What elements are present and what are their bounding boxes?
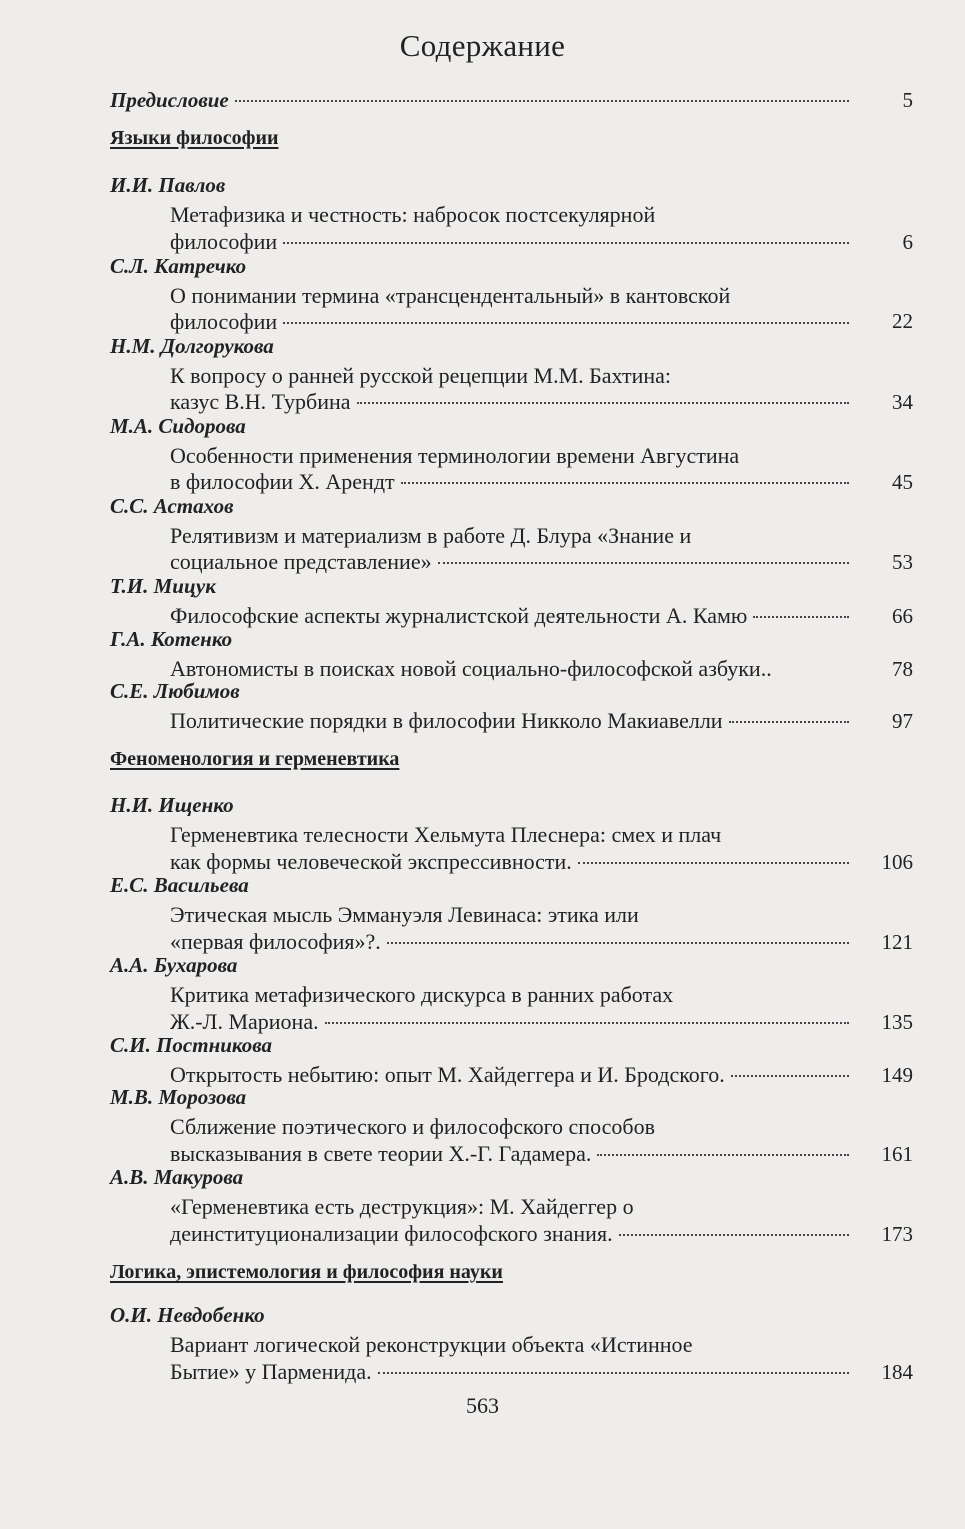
author-name: С.Л. Катречко <box>110 254 247 278</box>
entry-title-line <box>170 363 671 389</box>
author-name: М.В. Морозова <box>110 1085 247 1109</box>
entry-title-line <box>170 902 639 928</box>
dot-leader <box>729 721 849 723</box>
dot-leader <box>619 1234 849 1236</box>
page-number: 78 <box>892 657 913 681</box>
entry-title-text: Философские аспекты журналистской деятельности А. Камю <box>170 603 748 628</box>
page-number: 66 <box>892 604 913 628</box>
entry-title-text: казус В.Н. Турбина <box>170 389 351 414</box>
author-name: Н.М. Долгорукова <box>110 334 274 358</box>
page-number: 5 <box>902 88 913 112</box>
page-number: 53 <box>892 550 913 574</box>
entry-title-text: как формы человеческой экспрессивности. <box>170 849 572 874</box>
entry-title-text: «Герменевтика есть деструкция»: М. Хайдеггер о <box>170 1194 634 1219</box>
page-number: 184 <box>881 1360 913 1384</box>
entry-title-text: «первая философия»?. <box>170 929 381 954</box>
author-name: Т.И. Мицук <box>110 574 216 598</box>
author-name: М.А. Сидорова <box>110 414 246 438</box>
entry-title-text: Релятивизм и материализм в работе Д. Блура «Знание и <box>170 523 692 548</box>
dot-leader <box>578 862 849 864</box>
preface-label: Предисловие <box>110 88 229 112</box>
author-name: А.А. Бухарова <box>110 953 238 977</box>
section-heading: Логика, эпистемология и философия науки <box>110 1261 503 1283</box>
entry-title-text: Сближение поэтического и философского способов <box>170 1114 655 1139</box>
entry-title-text: деинституционализации философского знания. <box>170 1221 613 1246</box>
entry-title-line <box>170 822 721 848</box>
page-number: 22 <box>892 309 913 333</box>
dot-leader <box>378 1372 849 1374</box>
author-name: И.И. Павлов <box>110 173 226 197</box>
entry-title-text: Бытие» у Парменида. <box>170 1359 372 1384</box>
dot-leader <box>235 100 849 102</box>
page-number: 6 <box>902 230 913 254</box>
entry-title-text: Политические порядки в философии Никколо Макиавелли <box>170 708 723 733</box>
page-number: 149 <box>881 1063 913 1087</box>
entry-title-text: Автономисты в поисках новой социально-философской азбуки.. <box>170 656 772 681</box>
toc-entry-preface[interactable] <box>0 88 965 114</box>
dot-leader <box>731 1075 849 1077</box>
dot-leader <box>597 1154 849 1156</box>
page-number: 34 <box>892 390 913 414</box>
entry-title-line <box>170 523 691 549</box>
entry-title-text: философии <box>170 229 278 254</box>
author-name: Е.С. Васильева <box>110 873 249 897</box>
page-number: 121 <box>881 930 913 954</box>
entry-title-text: О понимании термина «трансцендентальный» в кантовской <box>170 283 731 308</box>
entry-title-text: Ж.-Л. Мариона. <box>170 1009 319 1034</box>
author-name: Г.А. Котенко <box>110 627 233 651</box>
entry-title-line <box>170 283 855 309</box>
dot-leader <box>387 942 849 944</box>
dot-leader <box>438 562 849 564</box>
entry-title-text: Герменевтика телесности Хельмута Плеснера: смех и плач <box>170 822 722 847</box>
author-name: О.И. Невдобенко <box>110 1303 265 1327</box>
page-number: 106 <box>881 850 913 874</box>
entry-title-text: высказывания в свете теории Х.-Г. Гадамера. <box>170 1141 592 1166</box>
page-number: 161 <box>881 1142 913 1166</box>
entry-title-line <box>170 202 855 228</box>
entry-title-text: социальное представление» <box>170 549 432 574</box>
entry-title-text: Вариант логической реконструкции объекта «Истинное <box>170 1332 693 1357</box>
entry-title-line <box>170 443 739 469</box>
entry-title-text: в философии Х. Арендт <box>170 469 395 494</box>
entry-title-line <box>170 1114 655 1140</box>
section-heading: Феноменология и герменевтика <box>110 748 400 770</box>
entry-title-line <box>170 1332 693 1358</box>
section-heading: Языки философии <box>110 127 279 149</box>
dot-leader <box>283 242 849 244</box>
dot-leader <box>283 322 849 324</box>
entry-title-text: Открытость небытию: опыт М. Хайдеггера и И. Бродского. <box>170 1062 725 1087</box>
author-name: Н.И. Ищенко <box>110 793 234 817</box>
entry-title-text: Особенности применения терминологии времени Августина <box>170 443 740 468</box>
entry-title-text: Метафизика и честность: набросок постсекулярной <box>170 202 656 227</box>
page-number: 97 <box>892 709 913 733</box>
entry-title-text: Этическая мысль Эммануэля Левинаса: этика или <box>170 902 639 927</box>
dot-leader <box>753 616 849 618</box>
dot-leader <box>325 1022 849 1024</box>
entry-title-text: Критика метафизического дискурса в ранних работах <box>170 982 674 1007</box>
author-name: С.Е. Любимов <box>110 679 240 703</box>
entry-title-text: философии <box>170 309 278 334</box>
page-number: 135 <box>881 1010 913 1034</box>
page-title: Содержание <box>399 28 566 63</box>
entry-title-line <box>170 1194 634 1220</box>
page-number: 45 <box>892 470 913 494</box>
page-number: 173 <box>881 1222 913 1246</box>
entry-title-line <box>170 982 673 1008</box>
entry-title-text: К вопросу о ранней русской рецепции М.М. Бахтина: <box>170 363 672 388</box>
dot-leader <box>401 482 849 484</box>
author-name: А.В. Макурова <box>110 1165 244 1189</box>
author-name: С.С. Астахов <box>110 494 234 518</box>
dot-leader <box>357 402 849 404</box>
page-folio: 563 <box>466 1393 499 1418</box>
author-name: С.И. Постникова <box>110 1033 273 1057</box>
